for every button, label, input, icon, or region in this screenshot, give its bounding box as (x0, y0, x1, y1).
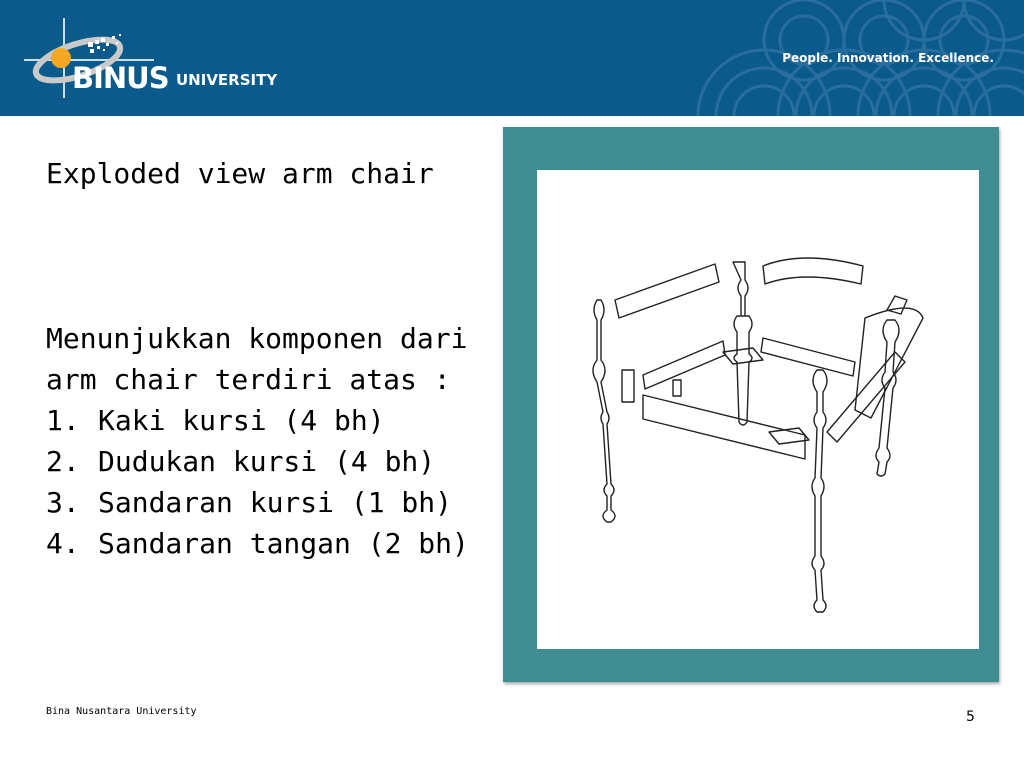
intro-text: Menunjukkan komponen dari arm chair terdiri atas : (46, 322, 468, 396)
figure-frame (503, 127, 999, 682)
slide-title: Exploded view arm chair (46, 157, 434, 190)
tagline: People. Innovation. Excellence. (782, 51, 994, 65)
list-text: Sandaran kursi (1 bh) (98, 486, 453, 519)
list-number: 1. (46, 404, 80, 437)
list-number: 4. (46, 527, 80, 560)
logo-subtitle: UNIVERSITY (176, 71, 278, 89)
component-list (46, 400, 476, 564)
footer-institution: Bina Nusantara University (46, 706, 197, 717)
binus-logo (24, 18, 324, 104)
list-number: 2. (46, 445, 80, 478)
header-banner (0, 0, 1024, 116)
slide-body (46, 318, 476, 564)
list-item (46, 523, 476, 564)
list-item (46, 441, 476, 482)
list-text: Sandaran tangan (2 bh) (98, 527, 469, 560)
list-text: Kaki kursi (4 bh) (98, 404, 385, 437)
chair-figure (537, 170, 979, 649)
page-number: 5 (966, 709, 975, 725)
list-text: Dudukan kursi (4 bh) (98, 445, 436, 478)
logo-wordmark: BINUS (72, 61, 169, 95)
list-number: 3. (46, 486, 80, 519)
list-item (46, 482, 476, 523)
list-item (46, 400, 476, 441)
chair-exploded-drawing (537, 170, 979, 649)
